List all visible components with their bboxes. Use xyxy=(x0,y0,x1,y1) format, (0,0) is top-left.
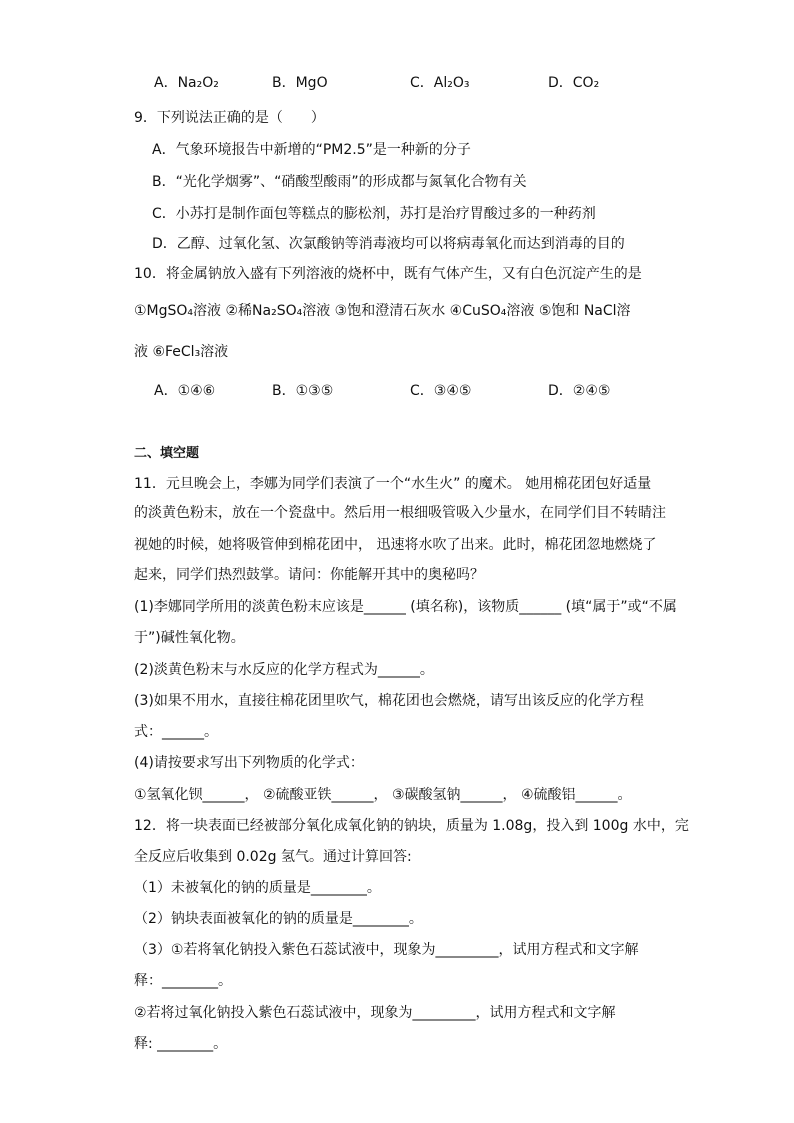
q10-option-d: D．②④⑤ xyxy=(548,383,611,399)
q11-part4: (4)请按要求写出下列物质的化学式： xyxy=(134,755,364,771)
q11-line-1: 11．元旦晚会上，李娜为同学们表演了一个“水生火” 的魔术。 她用棉花团包好适量 xyxy=(134,476,652,492)
section-title: 二、填空题 xyxy=(134,446,200,461)
q12-part3b-line-1: ②若将过氧化钠投入紫色石蕊试液中，现象为_________，试用方程式和文字解 xyxy=(134,1005,616,1021)
q10-solutions-line-2: 液 ⑥FeCl₃溶液 xyxy=(134,344,229,360)
q11-line-2: 的淡黄色粉末，放在一个瓷盘中。然后用一根细吸管吸入少量水，在同学们目不转睛注 xyxy=(134,505,666,521)
q9-option-b: B．“光化学烟雾”、“硝酸型酸雨”的形成都与氮氧化合物有关 xyxy=(152,174,527,190)
q10-solutions-line-1: ①MgSO₄溶液 ②稀Na₂SO₄溶液 ③饱和澄清石灰水 ④CuSO₄溶液 ⑤饱和 NaCl溶 xyxy=(134,303,631,319)
q11-part1-line-1: (1)李娜同学所用的淡黄色粉末应该是______ (填名称)，该物质______ (填“属于”或“不属 xyxy=(134,599,677,615)
q12-part2: （2）钠块表面被氧化的钠的质量是________。 xyxy=(134,911,423,927)
q8-option-b: B．MgO xyxy=(272,75,328,91)
q12-part3b-line-2: 释: ________。 xyxy=(134,1036,228,1052)
q10-option-c: C．③④⑤ xyxy=(410,383,472,399)
q11-line-3: 视她的时候，她将吸管伸到棉花团中， 迅速将水吹了出来。此时，棉花团忽地燃烧了 xyxy=(134,537,657,553)
q9-option-c: C．小苏打是制作面包等糕点的膨松剂，苏打是治疗胃酸过多的一种药剂 xyxy=(152,206,596,222)
q8-option-c: C．Al₂O₃ xyxy=(410,75,470,91)
q12-part3-line-2: 释：________。 xyxy=(134,973,232,989)
q10-option-a: A．①④⑥ xyxy=(154,383,216,399)
q12-part1: （1）未被氧化的钠的质量是________。 xyxy=(134,880,381,896)
q12-line-1: 12．将一块表面已经被部分氧化成氧化钠的钠块，质量为 1.08g，投入到 100g 水中，完 xyxy=(134,818,689,834)
q9-option-a: A．气象环境报告中新增的“PM2.5”是一种新的分子 xyxy=(152,142,471,158)
q8-option-a: A．Na₂O₂ xyxy=(154,75,219,91)
q11-line-4: 起来，同学们热烈鼓掌。请问：你能解开其中的奥秘吗？ xyxy=(134,567,484,583)
q11-part3-line-1: (3)如果不用水，直接往棉花团里吹气，棉花团也会燃烧，请写出该反应的化学方程 xyxy=(134,693,644,709)
q11-part3-line-2: 式：______。 xyxy=(134,724,218,740)
q11-part2: (2)淡黄色粉末与水反应的化学方程式为______。 xyxy=(134,662,434,678)
q8-option-d: D．CO₂ xyxy=(548,75,600,91)
q9-option-d: D．乙醇、过氧化氢、次氯酸钠等消毒液均可以将病毒氧化而达到消毒的目的 xyxy=(152,236,625,252)
q12-part3-line-1: （3）①若将氧化钠投入紫色石蕊试液中，现象为_________，试用方程式和文字解 xyxy=(134,942,639,958)
q10-option-b: B．①③⑤ xyxy=(272,383,334,399)
q11-part4-items: ①氢氧化钡______， ②硫酸亚铁______， ③碳酸氢钠______， ④硫酸铝______。 xyxy=(134,787,632,803)
q12-line-2: 全反应后收集到 0.02g 氢气。通过计算回答: xyxy=(134,849,412,865)
q9-stem: 9．下列说法正确的是（ ） xyxy=(134,110,325,126)
q11-part1-line-2: 于”)碱性氧化物。 xyxy=(134,630,245,646)
q10-stem: 10．将金属钠放入盛有下列溶液的烧杯中，既有气体产生，又有白色沉淀产生的是 xyxy=(134,266,642,282)
